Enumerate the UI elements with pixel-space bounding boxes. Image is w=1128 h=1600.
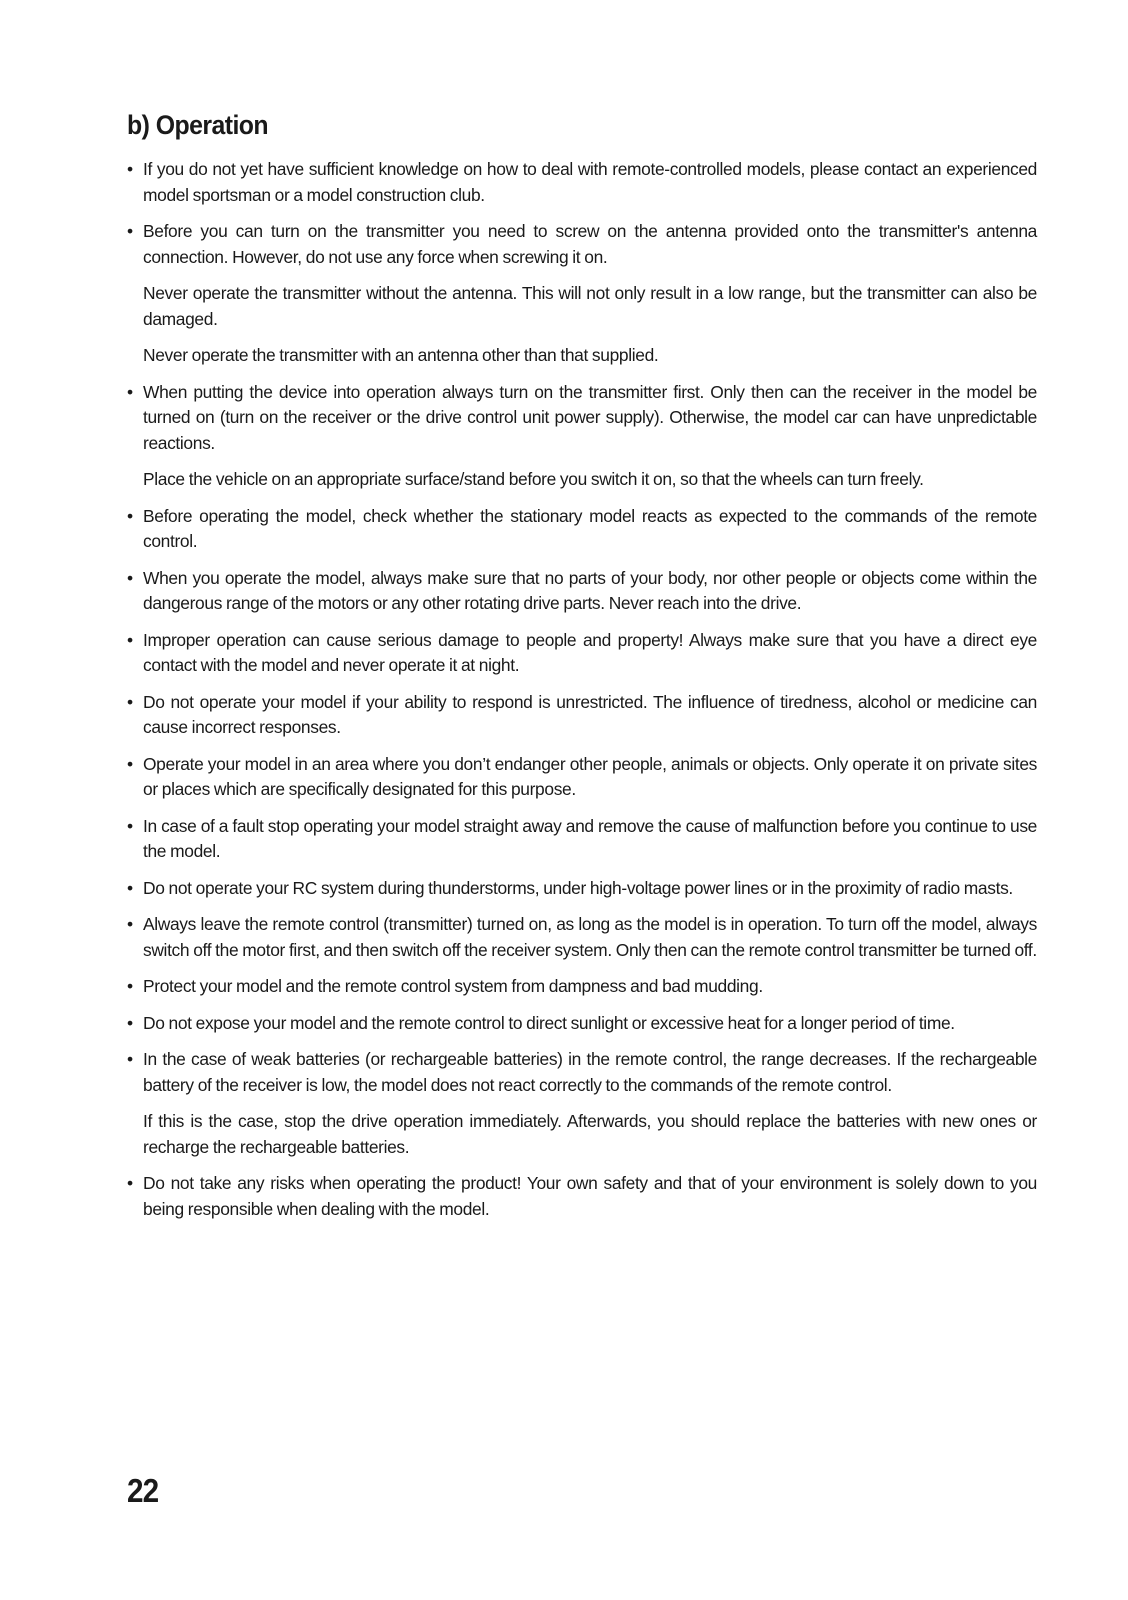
list-item-paragraph: In the case of weak batteries (or rechargeable batteries) in the remote control, the range decreases. If the rechargeable battery of the receiver is low, the model does not react correctly to the commands of the remote control.	[143, 1049, 1037, 1095]
list-item	[127, 752, 1037, 803]
bullet-marker: •	[127, 753, 134, 774]
list-item-paragraph: Before operating the model, check whether the stationary model reacts as expected to the commands of the remote control.	[143, 505, 1037, 551]
bullet-marker: •	[127, 1173, 134, 1193]
bullet-marker: •	[127, 1049, 134, 1069]
list-item	[127, 876, 1037, 902]
bullet-list	[127, 157, 1037, 1233]
bullet-marker: •	[127, 159, 134, 179]
list-item-paragraph: Protect your model and the remote control system from dampness and bad mudding.	[143, 976, 763, 996]
list-item	[127, 157, 1037, 208]
bullet-marker: •	[127, 567, 134, 588]
list-item-paragraph: When you operate the model, always make sure that no parts of your body, nor other people or objects come within the dangerous range of the motors or any other rotating drive parts. Never reach into the drive.	[143, 567, 1037, 613]
list-item-paragraph: Before you can turn on the transmitter you need to screw on the antenna provided onto the transmitter's antenna connection. However, do not use any force when screwing it on.	[143, 221, 1037, 267]
list-item	[127, 974, 1037, 1000]
bullet-marker: •	[127, 976, 134, 996]
list-item	[127, 566, 1037, 617]
bullet-marker: •	[127, 381, 134, 402]
section-heading: b) Operation	[127, 110, 269, 140]
page-number: 22	[127, 1472, 159, 1509]
bullet-marker: •	[127, 1012, 134, 1033]
list-item	[127, 504, 1037, 555]
bullet-marker: •	[127, 221, 134, 241]
bullet-marker: •	[127, 914, 134, 934]
list-item-paragraph: Improper operation can cause serious damage to people and property! Always make sure that you have a direct eye contact with the model and never operate it at night.	[143, 629, 1037, 675]
bullet-marker: •	[127, 815, 134, 836]
list-item	[127, 1047, 1037, 1160]
list-item-paragraph: Never operate the transmitter with an antenna other than that supplied.	[143, 345, 659, 365]
list-item-paragraph: If you do not yet have sufficient knowledge on how to deal with remote-controlled models, please contact an experienced model sportsman or a model construction club.	[143, 159, 1037, 205]
bullet-marker: •	[127, 505, 134, 526]
list-item-paragraph: In case of a fault stop operating your model straight away and remove the cause of malfunction before you continue to use the model.	[143, 815, 1037, 861]
list-item-paragraph: Operate your model in an area where you don’t endanger other people, animals or objects. Only operate it on private sites or places which are specifically designated for this purpose.	[143, 753, 1037, 799]
list-item	[127, 1171, 1037, 1222]
list-item-paragraph: Do not expose your model and the remote control to direct sunlight or excessive heat for a longer period of time.	[143, 1012, 955, 1033]
list-item-paragraph: Do not operate your RC system during thunderstorms, under high-voltage power lines or in the proximity of radio masts.	[143, 877, 1013, 898]
list-item	[127, 814, 1037, 865]
list-item-paragraph: Do not take any risks when operating the product! Your own safety and that of your environment is solely down to you being responsible when dealing with the model.	[143, 1173, 1037, 1219]
list-item-paragraph: If this is the case, stop the drive operation immediately. Afterwards, you should replace the batteries with new ones or recharge the rechargeable batteries.	[143, 1111, 1037, 1157]
bullet-marker: •	[127, 691, 134, 712]
list-item-paragraph: Place the vehicle on an appropriate surface/stand before you switch it on, so that the wheels can turn freely.	[143, 469, 924, 489]
list-item	[127, 690, 1037, 741]
list-item-paragraph: Do not operate your model if your ability to respond is unrestricted. The influence of tiredness, alcohol or medicine can cause incorrect responses.	[143, 691, 1037, 737]
bullet-marker: •	[127, 877, 134, 898]
list-item	[127, 219, 1037, 369]
list-item	[127, 628, 1037, 679]
list-item-paragraph: When putting the device into operation always turn on the transmitter first. Only then can the receiver in the model be turned on (turn on the receiver or the drive control unit power supply). Otherwise, the model car can have unpredictable reactions.	[143, 381, 1037, 453]
bullet-marker: •	[127, 629, 134, 650]
list-item	[127, 912, 1037, 963]
list-item	[127, 1011, 1037, 1037]
list-item	[127, 380, 1037, 493]
list-item-paragraph: Never operate the transmitter without the antenna. This will not only result in a low range, but the transmitter can also be damaged.	[143, 283, 1037, 329]
list-item-paragraph: Always leave the remote control (transmitter) turned on, as long as the model is in operation. To turn off the model, always switch off the motor first, and then switch off the receiver system. Only then can the remote control transmitter be turned off.	[143, 914, 1037, 960]
